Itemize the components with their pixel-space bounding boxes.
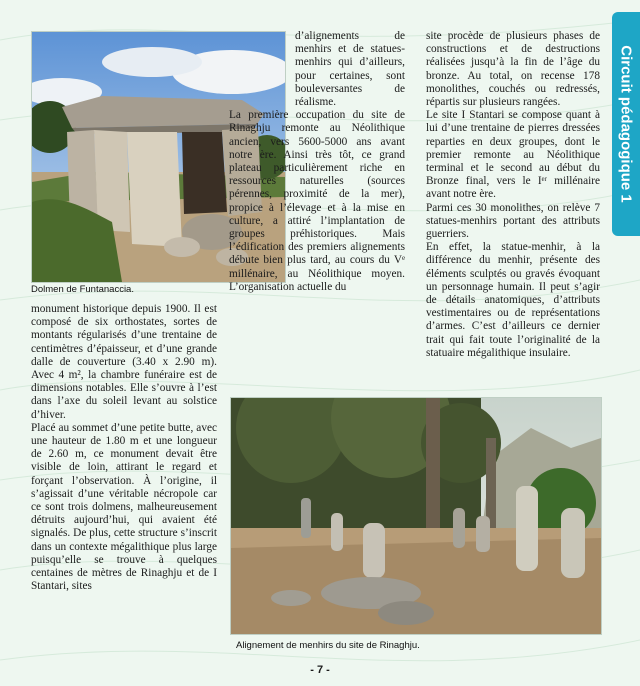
paragraph: Placé au sommet d’une petite butte, avec une hauteur de 1.80 m et une longueur de 2.60 m, ce monument devait être visible de loin, attirant le regard et forçant l’observation. À l’origine, il s’agissait d’une véritable nécropole car ce sont trois dolmens, malheureusement détruits aujourd’hui, qui avaient été signalés. De plus, cette structure s’inscrit dans un contexte mégalithique plus large puisqu’elle se trouve à quelques centaines de mètres de Rinaghju et de I Stantari, sites [31, 421, 217, 593]
column-3-text [426, 30, 600, 360]
dolmen-caption: Dolmen de Funtanaccia. [31, 284, 134, 295]
section-tab-label: Circuit pédagogique 1 [617, 45, 635, 203]
page-number: - 7 - [310, 664, 330, 676]
paragraph: Parmi ces 30 monolithes, on relève 7 statues-menhirs portant des attributs guerriers. [426, 201, 600, 241]
section-tab [612, 12, 640, 236]
paragraph: La première occupation du site de Rinaghju remonte au Néolithique ancien, vers 5600-5000 ans avant notre ère. Ainsi très tôt, ce grand plateau particulièrement riche en ressources naturelles (sources pérennes, proximité de la mer), propice à l’élevage et à la mise en culture, a attiré l’implantation de groupes préhistoriques. Mais l’édification des premiers alignements débute bien plus tard, au cours du Vᵉ millénaire, au Néolithique moyen. L’organisation actuelle du [229, 109, 405, 293]
column-2-text [229, 30, 405, 294]
paragraph: site procède de plusieurs phases de constructions et de destructions réalisées jusqu’à la fin de l’âge du bronze. Au total, on recense 178 monolithes, couchés ou redressés, répartis sur plusieurs rangées. [426, 30, 600, 109]
paragraph: En effet, la statue-menhir, à la différence du menhir, présente des éléments sculptés ou gravés évoquant un personnage humain. Il peut s’agir de détails anatomiques, d’attributs vestimentaires ou de représentations d’armes. C’est d’ailleurs ce dernier trait qui fait toute l’originalité de la statuaire mégalithique insulaire. [426, 241, 600, 359]
column-1-text [31, 303, 217, 593]
paragraph: d’alignements de menhirs et de statues-menhirs qui d’ailleurs, pour certaines, sont bouleversantes de réalisme. [295, 30, 405, 109]
paragraph: Le site I Stantari se compose quant à lui d’une trentaine de pierres dressées reparties en deux groupes, dont le premier remonte au Néolithique terminal et le second au début du Bronze final, vers le Iᵉʳ millénaire avant notre ère. [426, 109, 600, 201]
paragraph: monument historique depuis 1900. Il est composé de six orthostates, sortes de montants régularisés d’une trentaine de centimètres d’épaisseur, et d’une grande dalle de couverture (3.40 x 2.90 m). Avec 4 m², la chambre funéraire est de dimensions notables. Elle s’ouvre à l’est dans l’axe du soleil levant au solstice d’hiver. [31, 303, 217, 421]
menhirs-photo [230, 397, 602, 635]
menhirs-caption: Alignement de menhirs du site de Rinaghju. [236, 640, 420, 651]
